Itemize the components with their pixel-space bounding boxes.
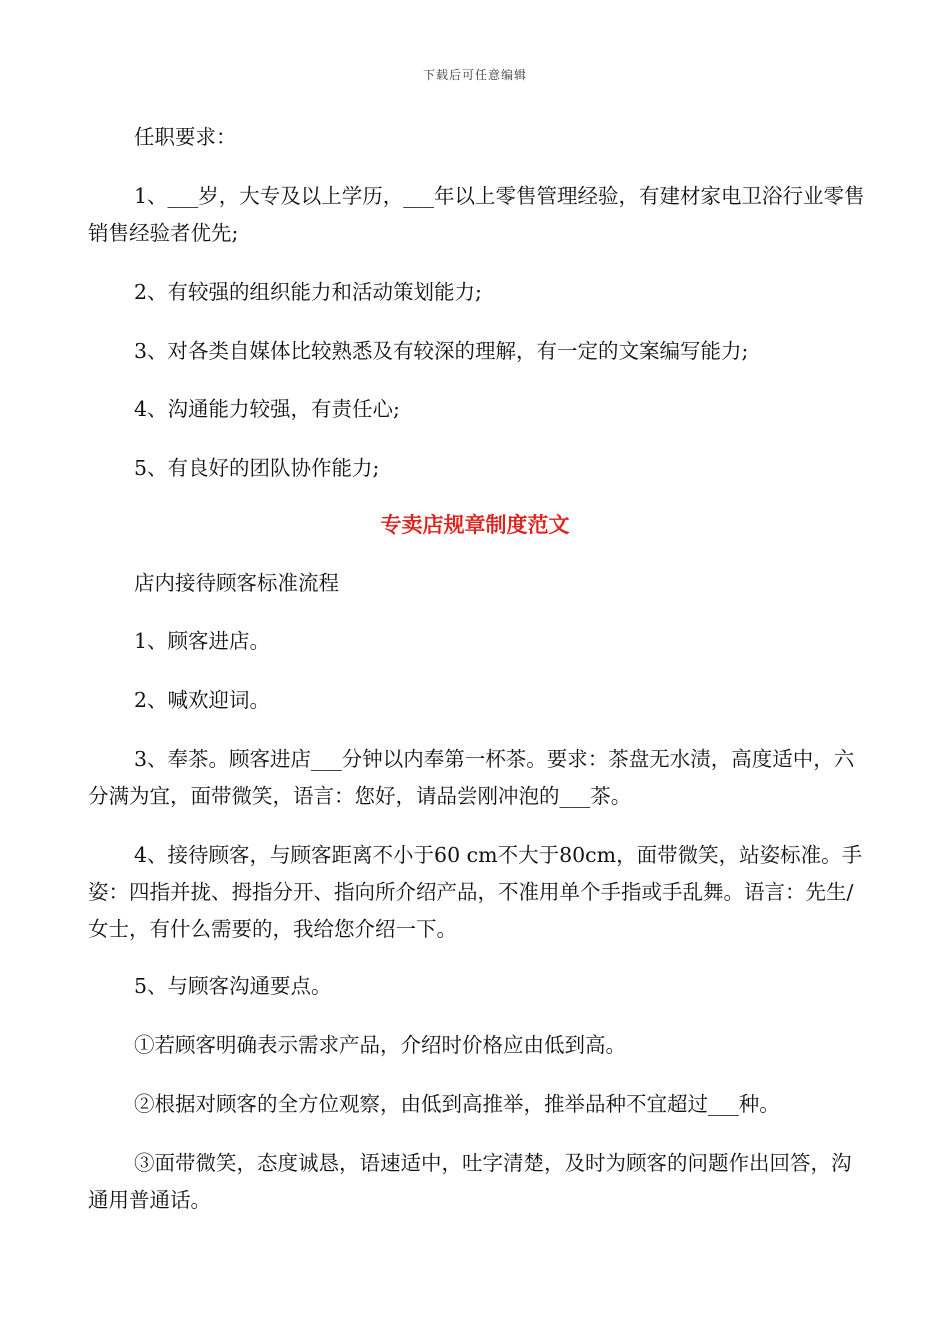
step-item-1: 1、顾客进店。	[134, 629, 271, 653]
step-item-5: 5、与顾客沟通要点。	[134, 974, 332, 998]
step-item-4: 4、接待顾客，与顾客距离不小于60 cm不大于80cm，面带微笑，站姿标准。手姿：四指并拢、拇指分开、指向所介绍产品，不准用单个手指或手乱舞。语言：先生/女士，有什么需要的，我给您介绍一下。	[88, 843, 863, 941]
step-subitem-1: ①若顾客明确表示需求产品，介绍时价格应由低到高。	[134, 1033, 626, 1057]
requirement-item-1: 1、___岁，大专及以上学历，___年以上零售管理经验，有建材家电卫浴行业零售销售经验者优先;	[88, 184, 865, 245]
article-subtitle: 店内接待顾客标准流程	[134, 571, 339, 595]
step-item-2: 2、喊欢迎词。	[134, 688, 271, 712]
step-subitem-3: ③面带微笑，态度诚恳，语速适中，吐字清楚，及时为顾客的问题作出回答，沟通用普通话。	[88, 1151, 852, 1212]
requirement-item-5: 5、有良好的团队协作能力;	[134, 456, 380, 480]
requirement-item-4: 4、沟通能力较强，有责任心;	[134, 397, 400, 421]
step-subitem-2: ②根据对顾客的全方位观察，由低到高推举，推举品种不宜超过___种。	[134, 1092, 780, 1116]
article-title: 专卖店规章制度范文	[380, 513, 570, 537]
page-header-note: 下载后可任意编辑	[422, 68, 527, 82]
job-requirements-heading: 任职要求：	[134, 125, 237, 149]
requirement-item-3: 3、对各类自媒体比较熟悉及有较深的理解，有一定的文案编写能力;	[134, 339, 749, 363]
requirement-item-2: 2、有较强的组织能力和活动策划能力;	[134, 280, 482, 304]
step-item-3: 3、奉茶。顾客进店___分钟以内奉第一杯茶。要求：茶盘无水渍，高度适中，六分满为宜，面带微笑，语言：您好，请品尝刚冲泡的___茶。	[88, 747, 855, 808]
